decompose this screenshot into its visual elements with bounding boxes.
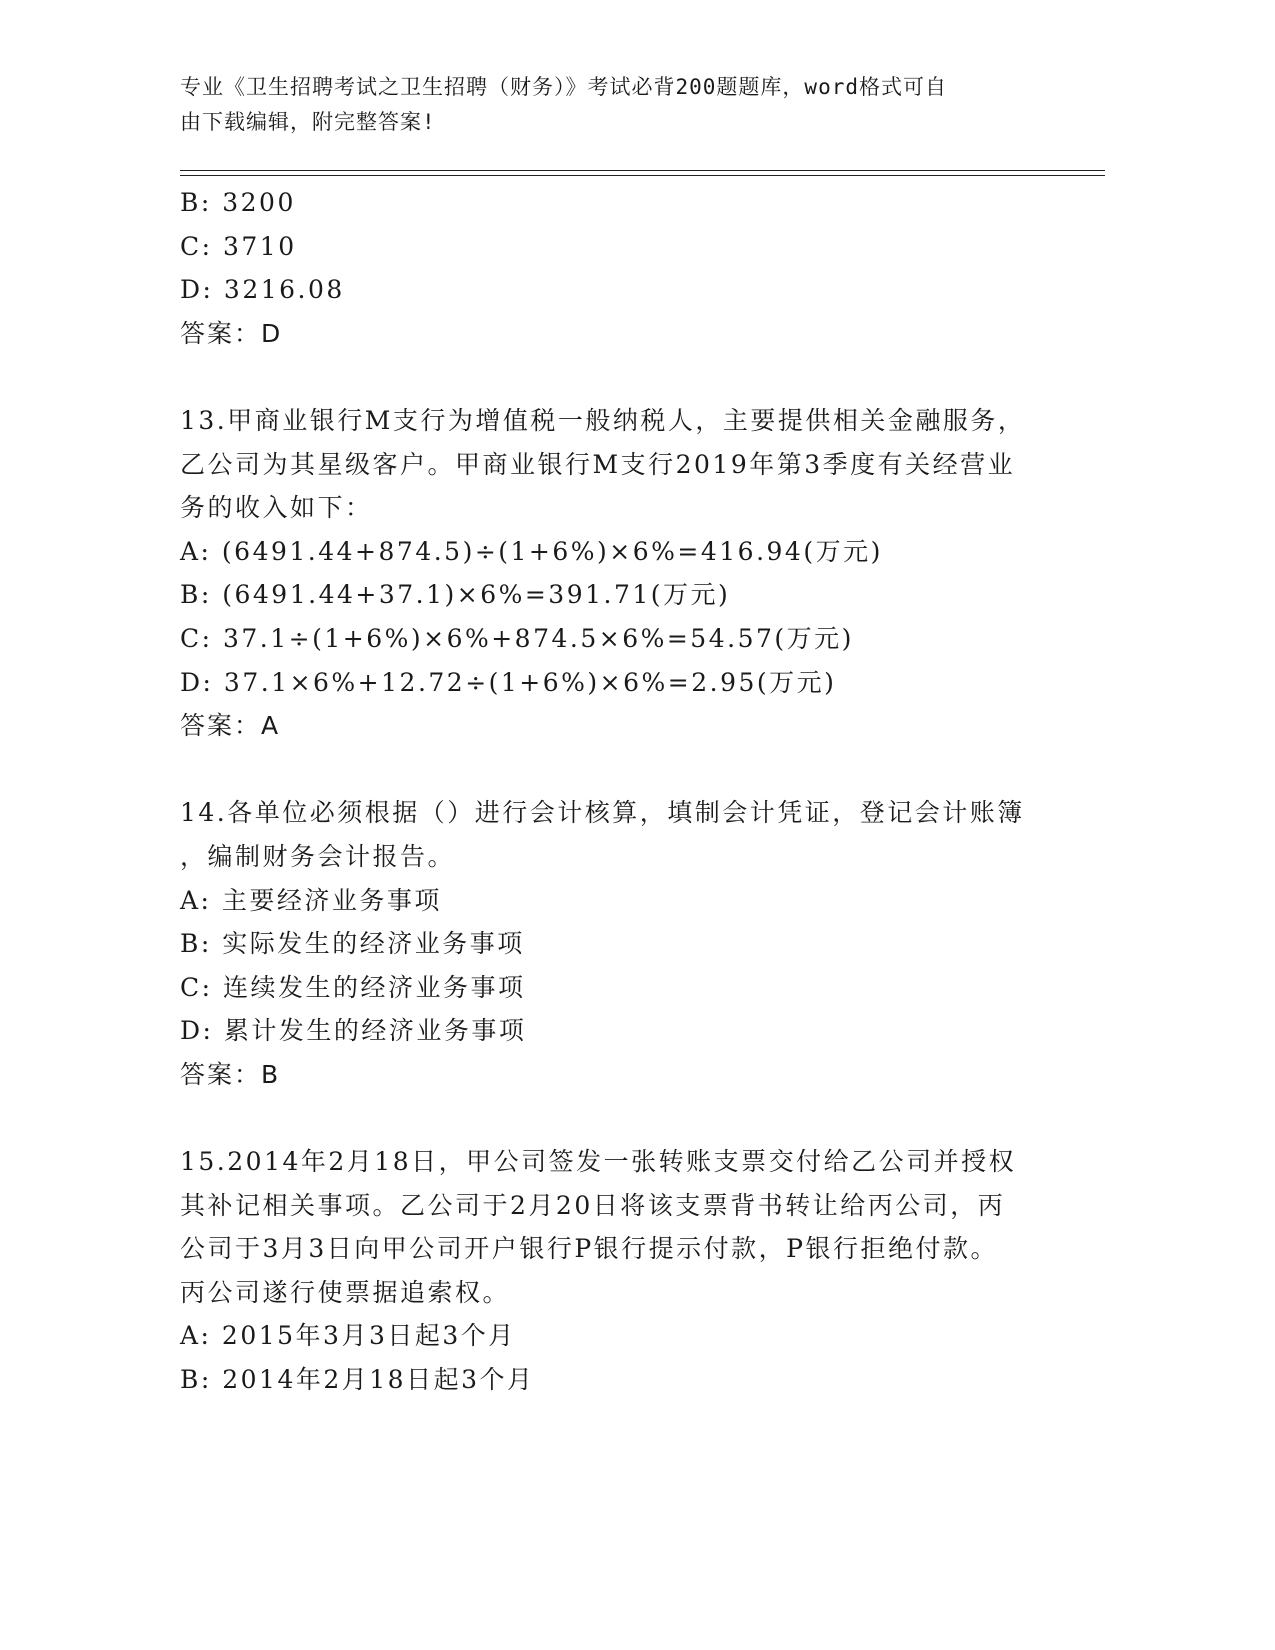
- question-text-line: 丙公司遂行使票据追索权。: [180, 1277, 511, 1307]
- answer-line: 答案：B: [180, 1059, 281, 1089]
- option-a: A: 2015年3月3日起3个月: [180, 1321, 516, 1351]
- option-d: D: 37.1×6%+12.72÷(1+6%)×6%=2.95(万元): [180, 667, 837, 697]
- option-c: C: 连续发生的经济业务事项: [180, 972, 526, 1002]
- option-a: A: (6491.44+874.5)÷(1+6%)×6%=416.94(万元): [180, 536, 883, 566]
- option-c: C: 37.1÷(1+6%)×6%+874.5×6%=54.57(万元): [180, 623, 854, 653]
- header-divider-top: [180, 170, 1105, 171]
- previous-question-tail: [180, 181, 1060, 355]
- question-14: [180, 791, 1060, 1096]
- question-text-line: ，编制财务会计报告。: [180, 841, 456, 871]
- option-d: D: 3216.08: [180, 275, 345, 305]
- question-text-line: 务的收入如下：: [180, 493, 373, 523]
- option-c: C: 3710: [180, 231, 297, 261]
- question-text-line: 15.2014年2月18日，甲公司签发一张转账支票交付给乙公司并授权: [180, 1147, 1017, 1177]
- answer-line: 答案：A: [180, 711, 281, 741]
- question-15: [180, 1140, 1060, 1402]
- option-b: B: 实际发生的经济业务事项: [180, 929, 525, 959]
- question-text-line: 乙公司为其星级客户。甲商业银行M支行2019年第3季度有关经营业: [180, 449, 1016, 479]
- header-divider-bottom: [180, 175, 1105, 176]
- option-b: B: (6491.44+37.1)×6%=391.71(万元): [180, 580, 731, 610]
- document-header: [180, 70, 1040, 140]
- option-d: D: 累计发生的经济业务事项: [180, 1016, 527, 1046]
- question-text-line: 公司于3月3日向甲公司开户银行P银行提示付款，P银行拒绝付款。: [180, 1234, 998, 1264]
- spacer: [180, 1096, 1060, 1140]
- question-13: [180, 399, 1060, 748]
- question-text-line: 13.甲商业银行M支行为增值税一般纳税人，主要提供相关金融服务，: [180, 405, 1026, 435]
- header-line-2: 由下载编辑，附完整答案!: [180, 110, 436, 134]
- header-line-1: 专业《卫生招聘考试之卫生招聘（财务）》考试必背200题题库，word格式可自: [180, 75, 947, 99]
- option-a: A: 主要经济业务事项: [180, 885, 442, 915]
- question-text-line: 其补记相关事项。乙公司于2月20日将该支票背书转让给丙公司，丙: [180, 1190, 1006, 1220]
- option-b: B: 2014年2月18日起3个月: [180, 1365, 535, 1395]
- option-b: B: 3200: [180, 188, 296, 217]
- question-text-line: 14.各单位必须根据（）进行会计核算，填制会计凭证，登记会计账簿: [180, 798, 1025, 828]
- spacer: [180, 355, 1060, 399]
- document-body: [180, 181, 1060, 1402]
- spacer: [180, 748, 1060, 792]
- answer-line: 答案：D: [180, 318, 283, 348]
